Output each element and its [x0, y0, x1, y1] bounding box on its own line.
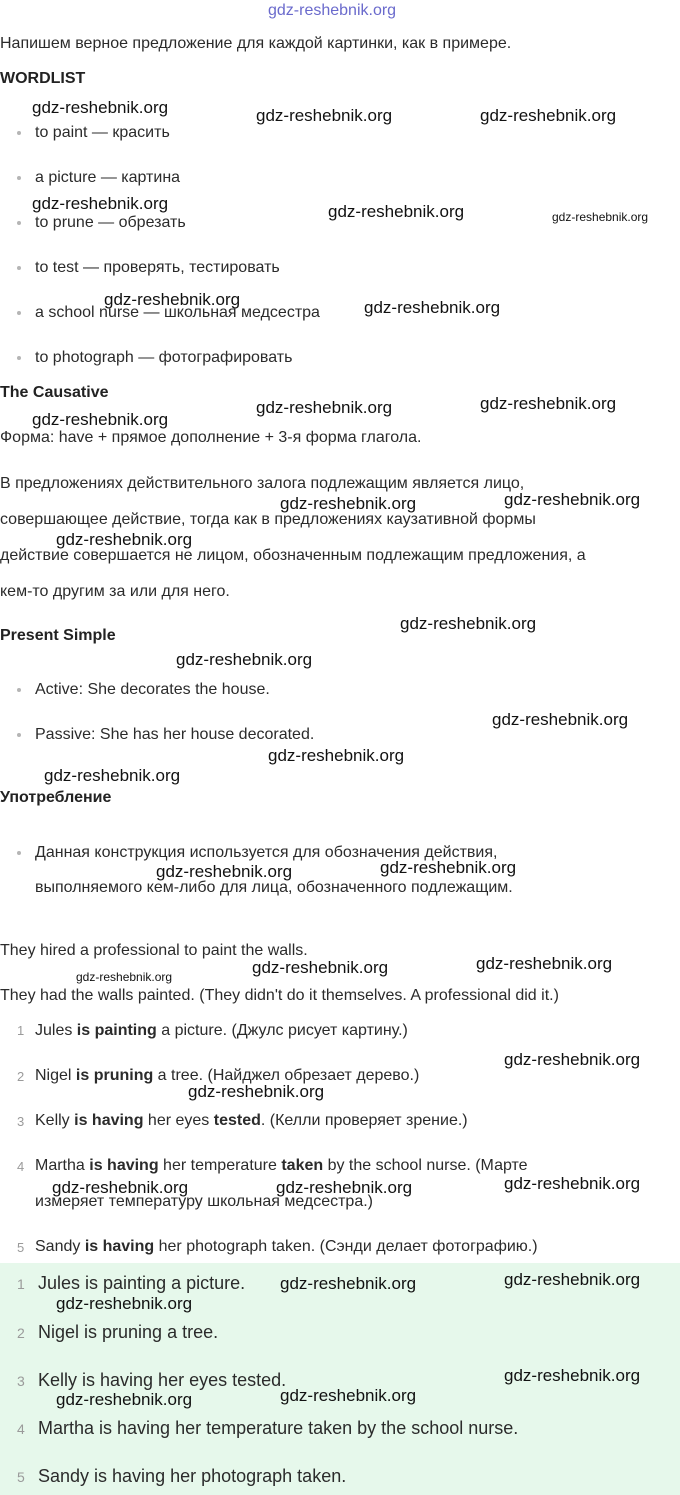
usage-heading: Употребление [0, 789, 112, 806]
answer-text: Nigel is pruning a tree. [38, 1322, 219, 1342]
watermark: gdz-reshebnik.org [504, 1174, 641, 1193]
list-number: 1 [17, 1023, 25, 1038]
causative-heading: The Causative [0, 384, 109, 401]
watermark: gdz-reshebnik.org [268, 746, 405, 765]
watermark: gdz-reshebnik.org [380, 858, 517, 877]
bullet [17, 176, 21, 180]
bullet [17, 311, 21, 315]
list-number: 3 [17, 1114, 25, 1129]
watermark: gdz-reshebnik.org [32, 194, 169, 213]
watermark: gdz-reshebnik.org [32, 410, 169, 429]
causative-line: кем-то другим за или для него. [0, 583, 230, 600]
site-title: gdz-reshebnik.org [268, 2, 397, 19]
watermark: gdz-reshebnik.org [56, 1294, 193, 1313]
watermark: gdz-reshebnik.org [44, 766, 181, 785]
watermark: gdz-reshebnik.org [400, 614, 537, 633]
answer-text: Sandy is having her photograph taken. [38, 1466, 347, 1486]
instruction: Напишем верное предложение для каждой картинки, как в примере. [0, 35, 512, 52]
answer-text: Martha is having her temperature taken by the school nurse. [38, 1418, 519, 1438]
causative-line: действие совершается не лицом, обозначенным подлежащим предложения, а [0, 547, 586, 564]
watermark: gdz-reshebnik.org [252, 958, 389, 977]
list-number: 2 [17, 1069, 25, 1084]
example-line: They hired a professional to paint the walls. [0, 942, 308, 959]
watermark: gdz-reshebnik.org [476, 954, 613, 973]
present-simple-item: Active: She decorates the house. [35, 681, 270, 698]
bullet [17, 356, 21, 360]
usage-line: Данная конструкция используется для обозначения действия, [35, 844, 498, 861]
watermark: gdz-reshebnik.org [280, 494, 417, 513]
watermark: gdz-reshebnik.org [256, 398, 393, 417]
bullet [17, 131, 21, 135]
watermark: gdz-reshebnik.org [56, 1390, 193, 1409]
watermark: gdz-reshebnik.org [492, 710, 629, 729]
watermark: gdz-reshebnik.org [56, 530, 193, 549]
bullet [17, 688, 21, 692]
watermark: gdz-reshebnik.org [256, 106, 393, 125]
wordlist-item: a picture — картина [35, 169, 181, 186]
list-number: 4 [17, 1159, 25, 1174]
wordlist-heading: WORDLIST [0, 70, 86, 87]
watermark: gdz-reshebnik.org [504, 1050, 641, 1069]
watermark: gdz-reshebnik.org [52, 1178, 189, 1197]
watermark: gdz-reshebnik.org [328, 202, 465, 221]
watermark: gdz-reshebnik.org [280, 1386, 417, 1405]
answer-text: Kelly is having her eyes tested. [38, 1370, 287, 1390]
answer-number: 5 [17, 1469, 25, 1485]
watermark: gdz-reshebnik.org [188, 1082, 325, 1101]
causative-line: В предложениях действительного залога подлежащим является лицо, [0, 475, 525, 492]
watermark: gdz-reshebnik.org [480, 106, 617, 125]
bullet [17, 221, 21, 225]
numbered-item: Sandy is having her photograph taken. (Сэнди делает фотографию.) [35, 1238, 538, 1255]
watermark: gdz-reshebnik.org [280, 1274, 417, 1293]
bullet [17, 851, 21, 855]
answer-number: 3 [17, 1373, 25, 1389]
watermark: gdz-reshebnik.org [276, 1178, 413, 1197]
wordlist-item: to test — проверять, тестировать [35, 259, 280, 276]
causative-form: Форма: have + прямое дополнение + 3-я форма глагола. [0, 429, 422, 446]
answer-text: Jules is painting a picture. [38, 1273, 246, 1293]
wordlist-item: a school nurse — школьная медсестра [35, 304, 320, 321]
numbered-item-line2: измеряет температуру школьная медсестра.) [35, 1193, 373, 1210]
watermark: gdz-reshebnik.org [504, 1270, 641, 1289]
answer-number: 2 [17, 1325, 25, 1341]
numbered-item: Nigel is pruning a tree. (Найджел обрезает дерево.) [35, 1067, 420, 1084]
answer-number: 4 [17, 1421, 25, 1437]
watermark: gdz-reshebnik.org [32, 98, 169, 117]
watermark: gdz-reshebnik.org [480, 394, 617, 413]
watermark: gdz-reshebnik.org [104, 290, 241, 309]
bullet [17, 266, 21, 270]
wordlist-item: to paint — красить [35, 124, 170, 141]
list-number: 5 [17, 1240, 25, 1255]
watermark: gdz-reshebnik.org [364, 298, 501, 317]
present-simple-heading: Present Simple [0, 627, 116, 644]
wordlist-item: to photograph — фотографировать [35, 349, 293, 366]
watermark: gdz-reshebnik.org [156, 862, 293, 881]
numbered-item: Jules is painting a picture. (Джулс рисует картину.) [35, 1022, 408, 1039]
numbered-item: Kelly is having her eyes tested. (Келли проверяет зрение.) [35, 1112, 468, 1129]
watermark: gdz-reshebnik.org [176, 650, 313, 669]
example-line: They had the walls painted. (They didn't do it themselves. A professional did it.) [0, 987, 559, 1004]
bullet [17, 733, 21, 737]
watermark: gdz-reshebnik.org [552, 210, 649, 224]
present-simple-item: Passive: She has her house decorated. [35, 726, 315, 743]
numbered-item: Martha is having her temperature taken by the school nurse. (Марте [35, 1157, 528, 1174]
watermark: gdz-reshebnik.org [504, 490, 641, 509]
usage-line: выполняемого кем-либо для лица, обозначенного подлежащим. [35, 879, 513, 896]
watermark: gdz-reshebnik.org [76, 970, 173, 984]
causative-line: совершающее действие, тогда как в предложениях каузативной формы [0, 511, 536, 528]
watermark: gdz-reshebnik.org [504, 1366, 641, 1385]
wordlist-item: to prune — обрезать [35, 214, 186, 231]
answer-number: 1 [17, 1276, 25, 1292]
